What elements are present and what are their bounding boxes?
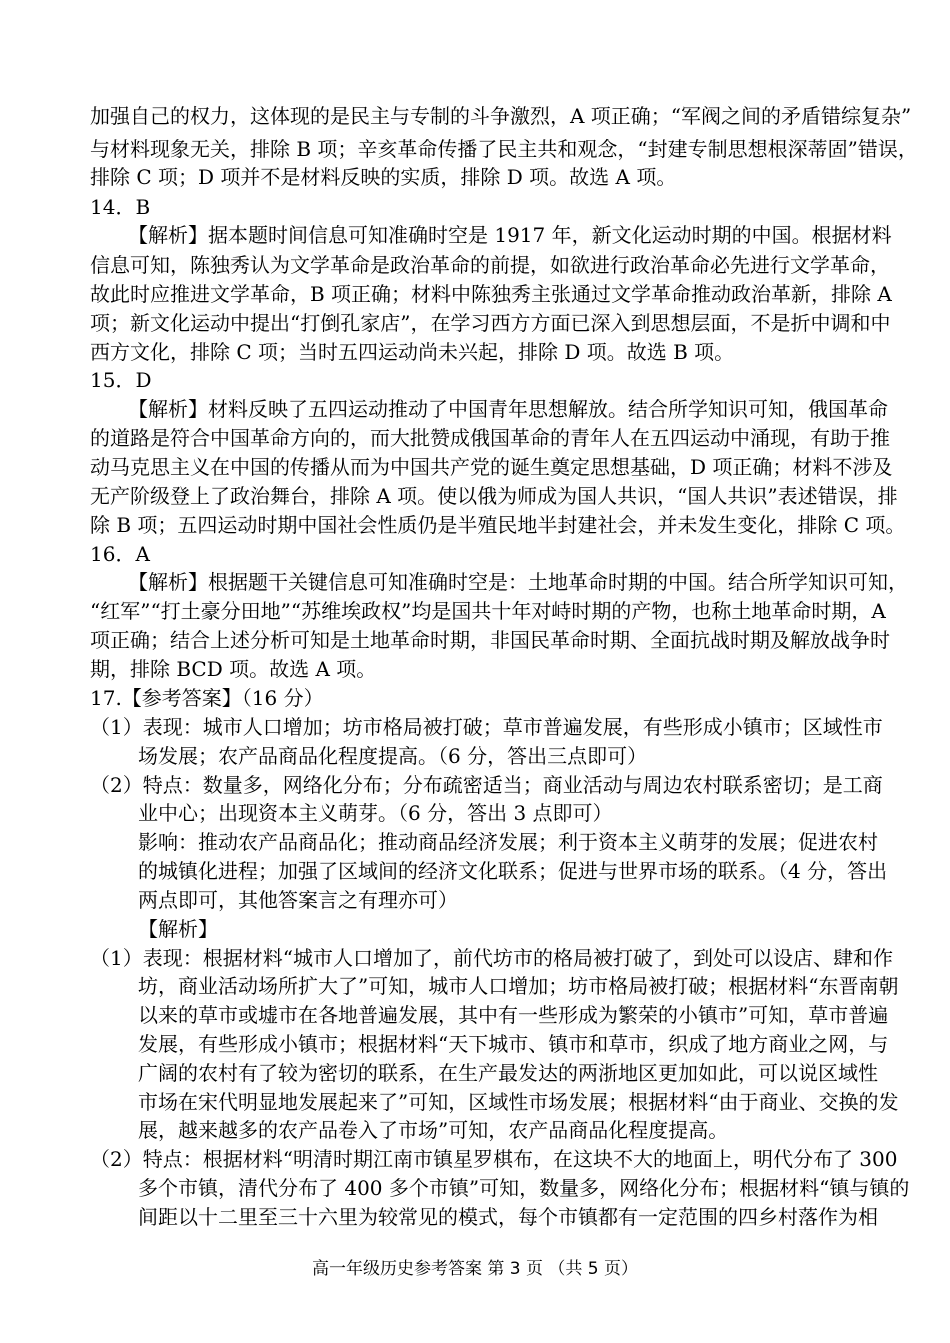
text-line: 业中心；出现资本主义萌芽。（6 分，答出 3 点即可）	[138, 801, 613, 825]
answer-item: （2）特点：数量多，网络化分布；分布疏密适当；商业活动与周边农村联系密切；是工商	[90, 773, 883, 797]
answer-item: （1）表现：根据材料“城市人口增加了，前代坊市的格局被打破了，到处可以设店、肆和作	[90, 946, 893, 970]
text-line: 以来的草市或墟市在各地普遍发展，其中有一些形成为繁荣的小镇市”可知，草市普遍	[138, 1003, 889, 1027]
text-line: 间距以十二里至三十六里为较常见的模式，每个市镇都有一定范围的四乡村落作为相	[138, 1205, 878, 1229]
answer-item: （1）表现：城市人口增加；坊市格局被打破；草市普遍发展，有些形成小镇市；区域性市	[90, 715, 883, 739]
text-line: 无产阶级登上了政治舞台，排除 A 项。使以俄为师成为国人共识，“国人共识”表述错误，排	[90, 484, 898, 508]
text-line: 多个市镇，清代分布了 400 多个市镇”可知，数量多，网络化分布；根据材料“镇与镇的	[138, 1176, 910, 1200]
page-footer: 高一年级历史参考答案 第 3 页 （共 5 页）	[311, 1259, 639, 1279]
text-line: 与材料现象无关，排除 B 项；辛亥革命传播了民主共和观念，“封建专制思想根深蒂固”错误，	[90, 137, 918, 161]
question-number: 15．D	[90, 368, 152, 392]
text-line: “红军”“打土豪分田地”“苏维埃政权”均是国共十年对峙时期的产物，也称土地革命时期，A	[90, 599, 886, 623]
text-line: 除 B 项；五四运动时期中国社会性质仍是半殖民地半封建社会，并未发生变化，排除 C 项。	[90, 513, 906, 537]
text-line: 西方文化，排除 C 项；当时五四运动尚未兴起，排除 D 项。故选 B 项。	[90, 340, 735, 364]
question-number: 14．B	[90, 195, 151, 219]
answer-item: （2）特点：根据材料“明清时期江南市镇星罗棋布，在这块不大的地面上，明代分布了 300	[90, 1147, 898, 1171]
question-number: 17.【参考答案】（16 分）	[90, 686, 324, 710]
text-line: 【解析】根据题干关键信息可知准确时空是：土地革命时期的中国。结合所学知识可知，	[128, 570, 908, 594]
text-line: 故此时应推进文学革命，B 项正确；材料中陈独秀主张通过文学革命推动政治革新，排除 A	[90, 282, 892, 306]
text-line: 期，排除 BCD 项。故选 A 项。	[90, 657, 377, 681]
text-line: 影响：推动农产品商品化；推动商品经济发展；利于资本主义萌芽的发展；促进农村	[138, 830, 878, 854]
text-line: 项；新文化运动中提出“打倒孔家店”，在学习西方方面已深入到思想层面，不是折中调和中	[90, 311, 891, 335]
text-line: 场发展；农产品商品化程度提高。（6 分，答出三点即可）	[138, 744, 648, 768]
text-line: 信息可知，陈独秀认为文学革命是政治革命的前提，如欲进行政治革命必先进行文学革命，	[90, 253, 890, 277]
text-line: 坊，商业活动场所扩大了”可知，城市人口增加；坊市格局被打破；根据材料“东晋南朝	[138, 974, 899, 998]
text-line: 展，越来越多的农产品卷入了市场”可知，农产品商品化程度提高。	[138, 1118, 729, 1142]
text-line: 市场在宋代明显地发展起来了”可知，区域性市场发展；根据材料“由于商业、交换的发	[138, 1090, 899, 1114]
text-line: 项正确；结合上述分析可知是土地革命时期，非国民革命时期、全面抗战时期及解放战争时	[90, 628, 890, 652]
text-line: 的道路是符合中国革命方向的，而大批赞成俄国革命的青年人在五四运动中涌现，有助于推	[90, 426, 890, 450]
text-line: 加强自己的权力，这体现的是民主与专制的斗争激烈，A 项正确；“军阀之间的矛盾错综复杂”	[90, 104, 912, 128]
text-line: 【解析】材料反映了五四运动推动了中国青年思想解放。结合所学知识可知，俄国革命	[128, 397, 888, 421]
text-line: 发展，有些形成小镇市；根据材料“天下城市、镇市和草市，织成了地方商业之网，与	[138, 1032, 889, 1056]
text-line: 【解析】据本题时间信息可知准确时空是 1917 年，新文化运动时期的中国。根据材料	[128, 223, 892, 247]
analysis-heading: 【解析】	[138, 917, 218, 941]
text-line: 两点即可，其他答案言之有理亦可）	[138, 888, 458, 912]
text-line: 排除 C 项；D 项并不是材料反映的实质，排除 D 项。故选 A 项。	[90, 165, 677, 189]
text-line: 动马克思主义在中国的传播从而为中国共产党的诞生奠定思想基础，D 项正确；材料不涉及	[90, 455, 893, 479]
text-line: 的城镇化进程；加强了区域间的经济文化联系；促进与世界市场的联系。（4 分，答出	[138, 859, 888, 883]
text-line: 广阔的农村有了较为密切的联系，在生产最发达的两浙地区更加如此，可以说区域性	[138, 1061, 878, 1085]
question-number: 16．A	[90, 542, 150, 566]
